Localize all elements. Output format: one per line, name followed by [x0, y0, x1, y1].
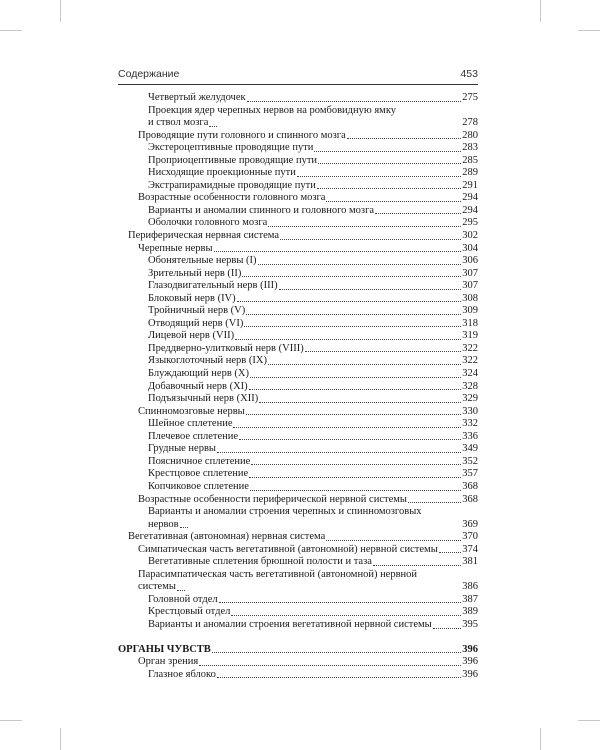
toc-entry-page: 386: [462, 581, 478, 593]
crop-mark: [60, 0, 61, 22]
toc-entry[interactable]: [118, 368, 478, 381]
toc-entry-title: Вегетативные сплетения брюшной полости и таза: [148, 556, 372, 568]
toc-entry-title: Плечевое сплетение: [148, 430, 239, 442]
toc-entry[interactable]: [118, 268, 478, 281]
dot-leader: [326, 200, 461, 202]
toc-entry[interactable]: [118, 343, 478, 356]
toc-entry-title: Преддверно-улитковый нерв (VIII): [148, 342, 304, 354]
toc-entry-page: 368: [462, 480, 478, 492]
toc-entry-title: Подъязычный нерв (XII): [148, 393, 259, 405]
toc-entry-page: 396: [462, 668, 478, 680]
running-header: [118, 68, 478, 84]
toc-entry-title: Возрастные особенности периферической нервной системы: [138, 493, 407, 505]
dot-leader: [217, 451, 461, 453]
toc-entry-page: 328: [462, 380, 478, 392]
dot-leader: [375, 212, 461, 214]
toc-entry-page: 381: [462, 556, 478, 568]
toc-entry-page: 280: [462, 129, 478, 141]
dot-leader: [373, 564, 461, 566]
toc-entry[interactable]: [118, 606, 478, 619]
toc-entry-page: 368: [462, 493, 478, 505]
toc-entry-title: Шейное сплетение: [148, 418, 233, 430]
toc-entry[interactable]: [118, 569, 478, 594]
dot-leader: [214, 250, 462, 252]
toc-entry-page: 285: [462, 154, 478, 166]
dot-leader: [247, 100, 462, 102]
toc-entry[interactable]: [118, 544, 478, 557]
toc-entry-page: 319: [462, 330, 478, 342]
toc-entry[interactable]: [118, 280, 478, 293]
header-page-number: 453: [460, 68, 478, 80]
toc-entry[interactable]: [118, 644, 478, 657]
crop-mark: [578, 30, 600, 31]
toc-entry[interactable]: [118, 105, 478, 130]
toc-entry[interactable]: [118, 393, 478, 406]
toc-entry-page: 294: [462, 192, 478, 204]
toc-entry-title: Проприоцептивные проводящие пути: [148, 154, 318, 166]
crop-mark: [60, 728, 61, 750]
crop-mark: [0, 30, 22, 31]
toc-entry-page: 357: [462, 468, 478, 480]
toc-entry-page: 309: [462, 305, 478, 317]
dot-leader: [251, 463, 461, 465]
toc-entry[interactable]: [118, 142, 478, 155]
dot-leader: [250, 376, 461, 378]
toc-entry[interactable]: [118, 656, 478, 669]
toc-entry-title: Грудные нервы: [148, 443, 216, 455]
toc-entry-title: Копчиковое сплетение: [148, 480, 249, 492]
crop-mark: [540, 728, 541, 750]
toc-entry-title: Глазодвигательный нерв (III): [148, 280, 278, 292]
toc-entry[interactable]: [118, 355, 478, 368]
dot-leader: [347, 137, 462, 139]
toc-entry-title: Нисходящие проекционные пути: [148, 167, 296, 179]
dot-leader: [305, 350, 462, 352]
toc-entry[interactable]: [118, 406, 478, 419]
table-of-contents: [118, 92, 478, 681]
toc-entry[interactable]: [118, 243, 478, 256]
toc-entry-title-continued: нервов: [148, 518, 179, 530]
dot-leader: [249, 388, 462, 390]
toc-entry[interactable]: [118, 293, 478, 306]
toc-entry-page: 395: [462, 618, 478, 630]
toc-entry[interactable]: [118, 155, 478, 168]
toc-entry-page: 370: [462, 531, 478, 543]
toc-entry-page: 349: [462, 443, 478, 455]
toc-entry-page: 278: [462, 117, 478, 129]
dot-leader: [314, 150, 461, 152]
toc-entry-title-continued: системы: [138, 581, 176, 593]
dot-leader: [219, 601, 462, 603]
dot-leader: [280, 238, 461, 240]
toc-entry-title: Языкоглоточный нерв (IX): [148, 355, 267, 367]
toc-entry-title: Возрастные особенности головного мозга: [138, 192, 326, 204]
toc-entry-title: Зрительный нерв (II): [148, 267, 242, 279]
section-gap: [118, 632, 478, 644]
toc-entry-title: Проводящие пути головного и спинного мозга: [138, 129, 346, 141]
dot-leader: [297, 175, 461, 177]
toc-entry[interactable]: [118, 418, 478, 431]
toc-entry[interactable]: [118, 481, 478, 494]
toc-entry-title: Глазное яблоко: [148, 668, 216, 680]
dot-leader: [268, 225, 461, 227]
toc-entry-page: 308: [462, 292, 478, 304]
toc-entry-title: Варианты и аномалии строения вегетативной нервной системы: [148, 618, 432, 630]
dot-leader: [259, 401, 461, 403]
toc-entry[interactable]: [118, 255, 478, 268]
toc-entry-page: 329: [462, 393, 478, 405]
dot-leader: [268, 363, 461, 365]
dot-leader: [258, 263, 462, 265]
toc-entry-title: Орган зрения: [138, 656, 199, 668]
toc-entry-title: Проекция ядер черепных нервов на ромбовидную ямку: [148, 104, 397, 116]
toc-entry-page: 289: [462, 167, 478, 179]
toc-entry-page: 332: [462, 418, 478, 430]
toc-entry[interactable]: [118, 330, 478, 343]
toc-entry-page: 307: [462, 267, 478, 279]
dot-leader: [326, 539, 461, 541]
toc-entry-title: Спинномозговые нервы: [138, 405, 245, 417]
dot-leader: [317, 187, 461, 189]
crop-mark: [0, 720, 22, 721]
toc-entry-title: Экстероцептивные проводящие пути: [148, 142, 314, 154]
toc-entry[interactable]: [118, 506, 478, 531]
dot-leader: [244, 325, 461, 327]
toc-entry-title: ОРГАНЫ ЧУВСТВ: [118, 643, 211, 655]
dot-leader: [180, 526, 188, 528]
toc-entry-title: Обонятельные нервы (I): [148, 255, 257, 267]
toc-entry-title: Крестцовое сплетение: [148, 468, 249, 480]
toc-entry-page: 396: [462, 656, 478, 668]
toc-entry-page: 294: [462, 204, 478, 216]
toc-entry-title: Блоковый нерв (IV): [148, 292, 236, 304]
toc-entry[interactable]: [118, 556, 478, 569]
toc-entry-title: Блуждающий нерв (X): [148, 368, 249, 380]
toc-entry-page: 295: [462, 217, 478, 229]
dot-leader: [318, 162, 461, 164]
toc-entry-title: Черепные нервы: [138, 242, 213, 254]
toc-entry-title: Лицевой нерв (VII): [148, 330, 235, 342]
toc-entry-page: 306: [462, 255, 478, 267]
toc-entry-title: Поясничное сплетение: [148, 455, 251, 467]
toc-entry-title: Добавочный нерв (XI): [148, 380, 248, 392]
toc-entry[interactable]: [118, 381, 478, 394]
toc-entry-title: Вегетативная (автономная) нервная система: [128, 531, 326, 543]
dot-leader: [199, 664, 461, 666]
toc-entry[interactable]: [118, 431, 478, 444]
toc-entry[interactable]: [118, 318, 478, 331]
toc-entry[interactable]: [118, 192, 478, 205]
toc-entry[interactable]: [118, 130, 478, 143]
toc-entry-page: 275: [462, 92, 478, 103]
dot-leader: [217, 676, 461, 678]
dot-leader: [242, 275, 461, 277]
toc-entry[interactable]: [118, 494, 478, 507]
toc-entry-title: Отводящий нерв (VI): [148, 317, 244, 329]
dot-leader: [231, 614, 461, 616]
toc-entry-page: 324: [462, 368, 478, 380]
dot-leader: [209, 125, 217, 127]
toc-entry[interactable]: [118, 230, 478, 243]
dot-leader: [250, 489, 461, 491]
toc-entry-title: Тройничный нерв (V): [148, 305, 246, 317]
toc-entry-title: Экстрапирамидные проводящие пути: [148, 179, 316, 191]
toc-entry-page: 369: [462, 518, 478, 530]
toc-entry-page: 322: [462, 342, 478, 354]
dot-leader: [237, 300, 462, 302]
toc-entry-title: Головной отдел: [148, 593, 218, 605]
toc-entry[interactable]: [118, 669, 478, 682]
toc-entry[interactable]: [118, 443, 478, 456]
toc-entry-page: 336: [462, 430, 478, 442]
crop-mark: [540, 0, 541, 22]
toc-entry-title-continued: и ствол мозга: [148, 117, 209, 129]
dot-leader: [408, 501, 461, 503]
toc-entry[interactable]: [118, 456, 478, 469]
toc-entry[interactable]: [118, 205, 478, 218]
dot-leader: [246, 413, 462, 415]
header-rule: [118, 84, 478, 85]
toc-entry-page: 307: [462, 280, 478, 292]
toc-entry-title: Оболочки головного мозга: [148, 217, 268, 229]
toc-entry[interactable]: [118, 619, 478, 632]
toc-entry[interactable]: [118, 217, 478, 230]
toc-entry[interactable]: [118, 92, 478, 105]
header-title: Содержание: [118, 68, 180, 80]
dot-leader: [439, 551, 462, 553]
toc-entry-title: Парасимпатическая часть вегетативной (автономной) нервной: [138, 568, 418, 580]
toc-entry-page: 352: [462, 455, 478, 467]
toc-entry-page: 396: [462, 643, 478, 655]
toc-entry-title: Периферическая нервная система: [128, 230, 280, 242]
toc-entry-page: 318: [462, 317, 478, 329]
toc-entry[interactable]: [118, 468, 478, 481]
toc-entry-page: 387: [462, 593, 478, 605]
dot-leader: [249, 476, 461, 478]
dot-leader: [279, 288, 462, 290]
toc-entry-page: 322: [462, 355, 478, 367]
toc-entry-title: Симпатическая часть вегетативной (автономной) нервной системы: [138, 543, 438, 555]
toc-entry[interactable]: [118, 594, 478, 607]
toc-entry[interactable]: [118, 180, 478, 193]
dot-leader: [433, 627, 462, 629]
dot-leader: [233, 426, 461, 428]
dot-leader: [239, 438, 461, 440]
toc-entry[interactable]: [118, 305, 478, 318]
toc-entry-page: 283: [462, 142, 478, 154]
toc-entry[interactable]: [118, 167, 478, 180]
dot-leader: [212, 651, 461, 653]
toc-entry-title: Варианты и аномалии спинного и головного мозга: [148, 204, 375, 216]
toc-entry[interactable]: [118, 531, 478, 544]
toc-entry-page: 291: [462, 179, 478, 191]
toc-entry-page: 302: [462, 230, 478, 242]
crop-mark: [578, 720, 600, 721]
toc-entry-page: 304: [462, 242, 478, 254]
toc-entry-title: Варианты и аномалии строения черепных и спинномозговых: [148, 506, 422, 518]
dot-leader: [177, 589, 185, 591]
toc-entry-page: 389: [462, 606, 478, 618]
toc-entry-page: 330: [462, 405, 478, 417]
toc-entry-page: 374: [462, 543, 478, 555]
toc-entry-title: Крестцовый отдел: [148, 606, 231, 618]
dot-leader: [235, 338, 461, 340]
toc-entry-title: Четвертый желудочек: [148, 92, 246, 103]
dot-leader: [246, 313, 461, 315]
